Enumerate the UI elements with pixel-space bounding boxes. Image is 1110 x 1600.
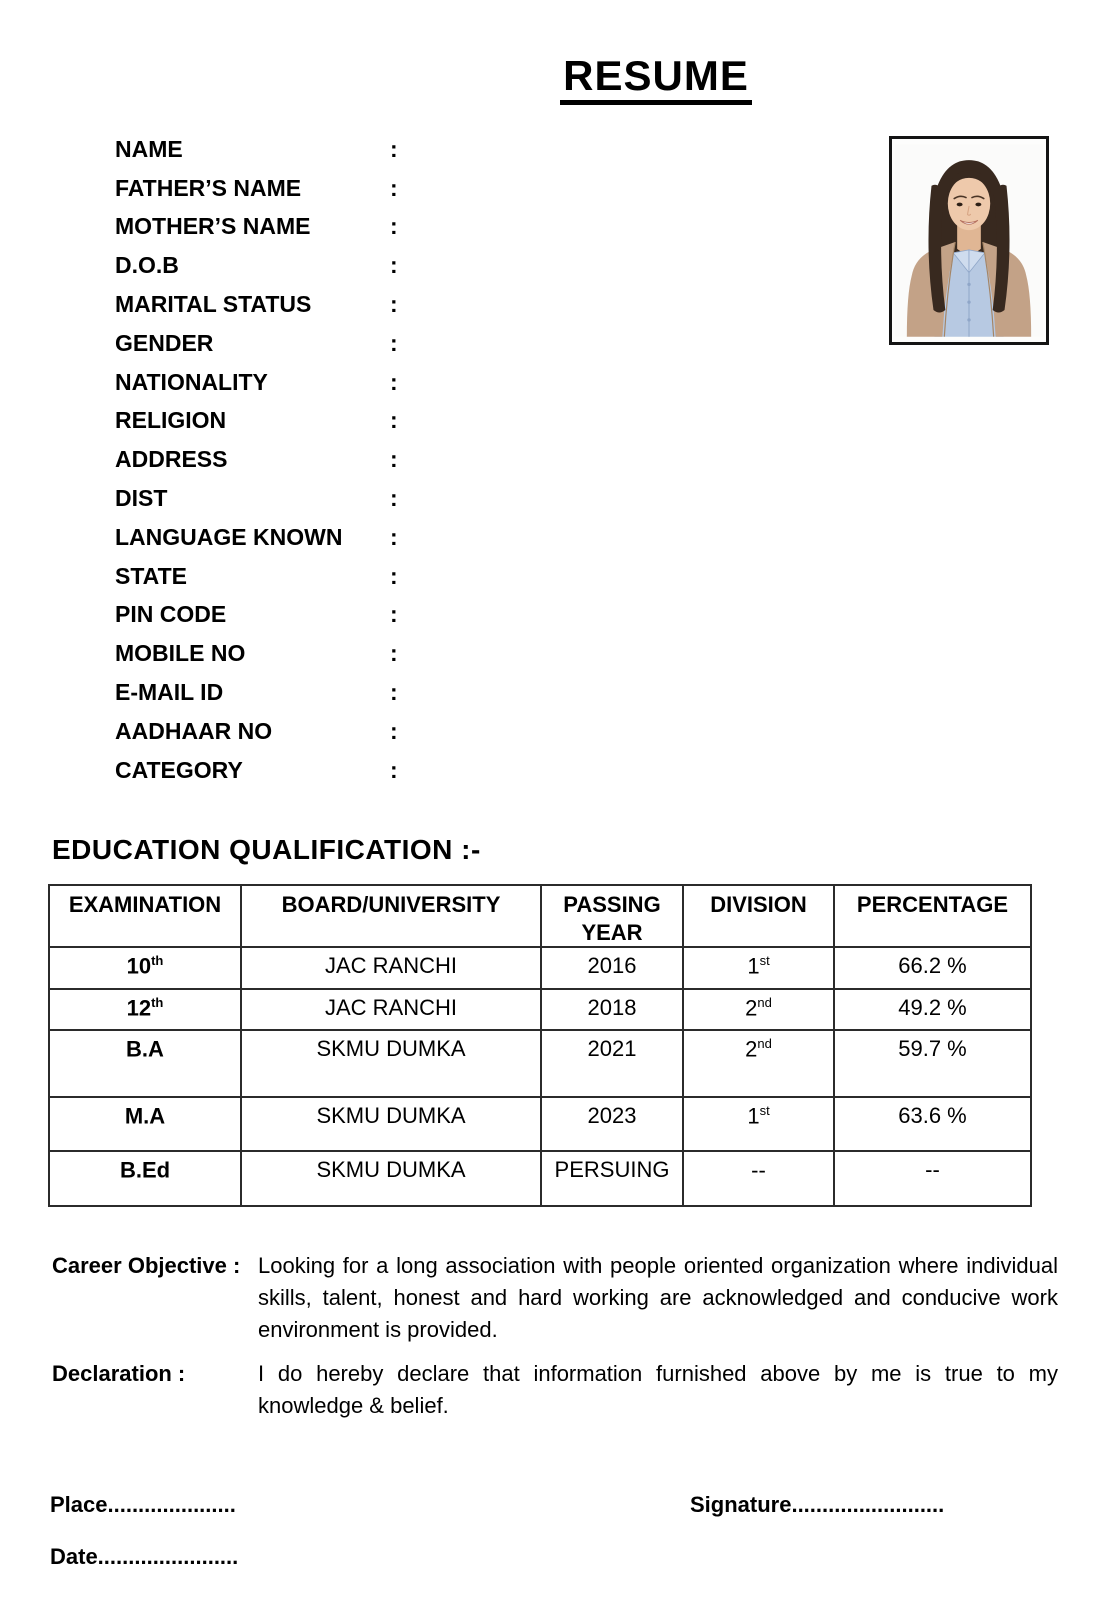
declaration-text: I do hereby declare that information furnished above by me is true to my knowledge & belief. [258, 1361, 1058, 1418]
title-row [0, 54, 1110, 105]
field-colon: : [390, 252, 398, 279]
place-line: Place..................... [50, 1492, 236, 1517]
cell-year: 2016 [541, 947, 683, 989]
field-colon: : [390, 446, 398, 473]
field-colon: : [390, 640, 398, 667]
field-colon: : [390, 717, 398, 744]
cell-division: 1st [683, 947, 834, 989]
header-percentage: PERCENTAGE [834, 885, 1031, 947]
page-title: RESUME [560, 54, 752, 105]
personal-row-fathers-name [115, 169, 410, 208]
header-division: DIVISION [683, 885, 834, 947]
personal-row-state [115, 557, 410, 596]
cell-examination: 12th [49, 989, 241, 1030]
personal-row-email-id [115, 673, 410, 712]
field-label: ADDRESS [115, 446, 228, 473]
personal-row-address [115, 440, 410, 479]
cell-examination: 10th [49, 947, 241, 989]
education-section-heading: EDUCATION QUALIFICATION :- [52, 834, 481, 865]
field-label: NAME [115, 135, 183, 162]
cell-division: 2nd [683, 989, 834, 1030]
cell-examination: B.Ed [49, 1151, 241, 1206]
cell-year: PERSUING [541, 1151, 683, 1206]
personal-row-mothers-name [115, 208, 410, 247]
cell-percentage: 49.2 % [834, 989, 1031, 1030]
cell-division: 2nd [683, 1030, 834, 1097]
field-label: FATHER’S NAME [115, 174, 302, 201]
cell-year: 2023 [541, 1097, 683, 1151]
field-label: E-MAIL ID [115, 679, 224, 706]
personal-row-marital-status [115, 285, 410, 324]
field-label: MOTHER’S NAME [115, 213, 311, 240]
field-label: MARITAL STATUS [115, 291, 312, 318]
cell-percentage: 63.6 % [834, 1097, 1031, 1151]
header-board-university: BOARD/UNIVERSITY [241, 885, 541, 947]
career-objective-section [52, 1250, 1058, 1346]
table-row [49, 947, 1031, 989]
cell-division: 1st [683, 1097, 834, 1151]
field-label: PIN CODE [115, 601, 227, 628]
field-label: GENDER [115, 329, 214, 356]
header-examination: EXAMINATION [49, 885, 241, 947]
table-row [49, 1097, 1031, 1151]
field-colon: : [390, 523, 398, 550]
field-label: STATE [115, 562, 187, 589]
field-label: MOBILE NO [115, 640, 246, 667]
field-colon: : [390, 291, 398, 318]
cell-year: 2021 [541, 1030, 683, 1097]
table-row [49, 1030, 1031, 1097]
declaration-label: Declaration : [52, 1361, 186, 1386]
field-label: CATEGORY [115, 756, 243, 783]
personal-row-nationality [115, 363, 410, 402]
personal-row-pin-code [115, 596, 410, 635]
cell-board: SKMU DUMKA [241, 1097, 541, 1151]
cell-board: JAC RANCHI [241, 989, 541, 1030]
cell-examination: M.A [49, 1097, 241, 1151]
field-colon: : [390, 679, 398, 706]
field-colon: : [390, 562, 398, 589]
field-colon: : [390, 601, 398, 628]
field-colon: : [390, 407, 398, 434]
applicant-photo [889, 136, 1049, 345]
header-passing-year: PASSING YEAR [541, 885, 683, 947]
field-colon: : [390, 368, 398, 395]
portrait-illustration [895, 142, 1043, 339]
cell-percentage: 59.7 % [834, 1030, 1031, 1097]
education-table [48, 884, 1032, 1207]
field-colon: : [390, 213, 398, 240]
field-colon: : [390, 174, 398, 201]
career-objective-label: Career Objective : [52, 1253, 241, 1278]
field-label: RELIGION [115, 407, 227, 434]
cell-examination: B.A [49, 1030, 241, 1097]
personal-row-name [115, 130, 410, 169]
cell-board: JAC RANCHI [241, 947, 541, 989]
date-line: Date....................... [50, 1544, 239, 1569]
personal-row-language-known [115, 518, 410, 557]
career-objective-text: Looking for a long association with people oriented organization where individual skills, talent, honest and hard working are acknowledged and conducive work environment is provided. [258, 1253, 1058, 1342]
table-header-row [49, 885, 1031, 947]
field-label: LANGUAGE KNOWN [115, 523, 343, 550]
personal-row-religion [115, 402, 410, 441]
signature-line: Signature......................... [690, 1492, 945, 1517]
cell-board: SKMU DUMKA [241, 1151, 541, 1206]
table-row [49, 989, 1031, 1030]
field-colon: : [390, 485, 398, 512]
cell-board: SKMU DUMKA [241, 1030, 541, 1097]
personal-row-dist [115, 479, 410, 518]
field-colon: : [390, 756, 398, 783]
personal-row-category [115, 751, 410, 790]
cell-percentage: 66.2 % [834, 947, 1031, 989]
cell-division: -- [683, 1151, 834, 1206]
declaration-section [52, 1358, 1058, 1422]
personal-row-aadhaar-no [115, 712, 410, 751]
field-label: AADHAAR NO [115, 717, 273, 744]
personal-row-dob [115, 246, 410, 285]
cell-year: 2018 [541, 989, 683, 1030]
field-label: D.O.B [115, 252, 179, 279]
field-colon: : [390, 135, 398, 162]
cell-percentage: -- [834, 1151, 1031, 1206]
table-row [49, 1151, 1031, 1206]
field-label: DIST [115, 485, 168, 512]
personal-row-mobile-no [115, 634, 410, 673]
personal-row-gender [115, 324, 410, 363]
field-label: NATIONALITY [115, 368, 268, 395]
personal-info-section [115, 130, 410, 790]
field-colon: : [390, 329, 398, 356]
